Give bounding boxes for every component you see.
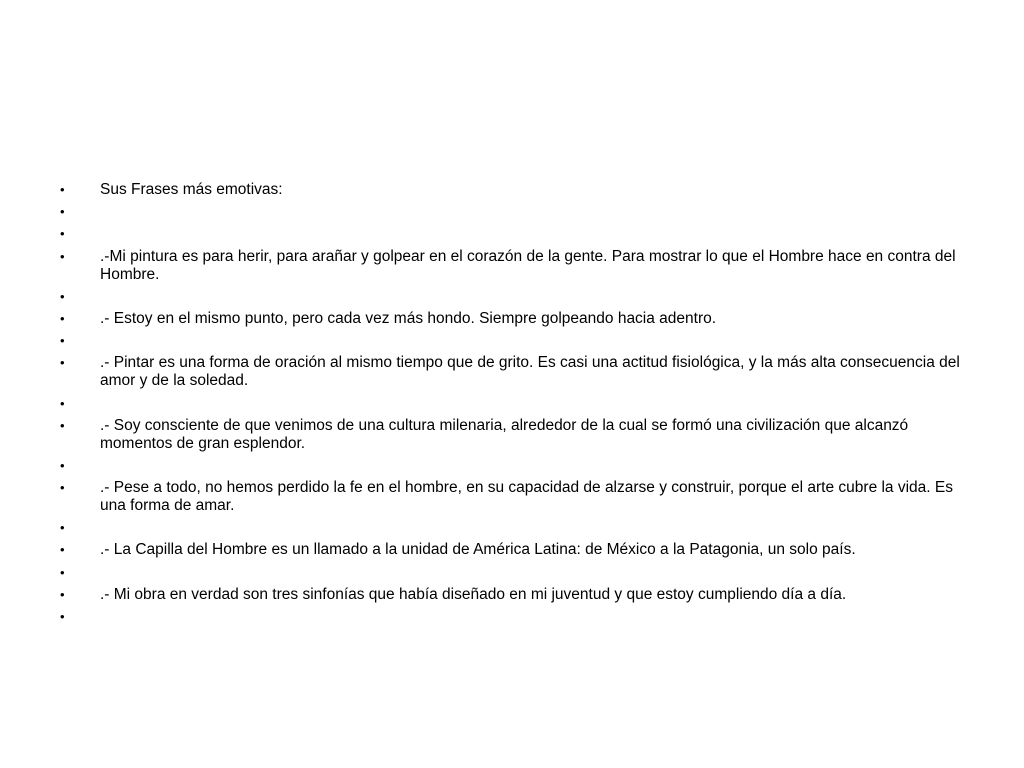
- bullet-item-empty: [60, 395, 965, 413]
- bullet-item-empty: [60, 519, 965, 537]
- bullet-text: .- Pese a todo, no hemos perdido la fe en el hombre, en su capacidad de alzarse y construir, porque el arte cubre la vida. Es una forma de amar.: [100, 479, 953, 515]
- bullet-item-heading: [60, 181, 965, 199]
- bullet-item-quote: [60, 354, 965, 390]
- bullet-icon: •: [60, 355, 65, 371]
- bullet-item-quote: [60, 586, 965, 604]
- bullet-icon: •: [60, 310, 65, 326]
- bullet-text: .- Mi obra en verdad son tres sinfonías que había diseñado en mi juventud y que estoy cumpliendo día a día.: [100, 585, 847, 603]
- bullet-item-empty: [60, 288, 965, 306]
- bullet-icon: •: [60, 542, 65, 558]
- bullet-icon: •: [60, 480, 65, 496]
- bullet-icon: •: [60, 333, 65, 349]
- bullet-item-quote: [60, 248, 965, 284]
- bullet-item-empty: [60, 564, 965, 582]
- bullet-icon: •: [60, 204, 65, 220]
- bullet-text: .- Estoy en el mismo punto, pero cada vez más hondo. Siempre golpeando hacia adentro.: [100, 309, 717, 327]
- bullet-item-empty: [60, 203, 965, 221]
- bullet-text: .- Soy consciente de que venimos de una cultura milenaria, alrededor de la cual se formó una civilización que alcanzó momentos de gran esplendor.: [100, 416, 909, 452]
- bullet-item-empty: [60, 608, 965, 626]
- bullet-icon: •: [60, 520, 65, 536]
- bullet-text: .- La Capilla del Hombre es un llamado a la unidad de América Latina: de México a la Patagonia, un solo país.: [100, 541, 856, 559]
- bullet-item-quote: [60, 479, 965, 515]
- bullet-icon: •: [60, 182, 65, 197]
- bullet-icon: •: [60, 564, 65, 580]
- bullet-item-quote: [60, 310, 965, 328]
- bullet-item-quote: [60, 541, 965, 559]
- bullet-item-empty: [60, 225, 965, 243]
- bullet-icon: •: [60, 609, 65, 624]
- bullet-icon: •: [60, 288, 65, 304]
- bullet-icon: •: [60, 226, 65, 242]
- bullet-item-empty: [60, 457, 965, 475]
- bullet-list: [60, 181, 965, 630]
- bullet-text: .-Mi pintura es para herir, para arañar y golpear en el corazón de la gente. Para mostrar lo que el Hombre hace en contra del Hombre.: [100, 247, 956, 283]
- bullet-item-quote: [60, 417, 965, 453]
- bullet-text: Sus Frases más emotivas:: [100, 181, 283, 198]
- bullet-icon: •: [60, 586, 65, 602]
- bullet-text: .- Pintar es una forma de oración al mismo tiempo que de grito. Es casi una actitud fisiológica, y la más alta consecuencia del amor y de la soledad.: [100, 354, 960, 390]
- bullet-icon: •: [60, 417, 65, 433]
- bullet-icon: •: [60, 457, 65, 473]
- bullet-icon: •: [60, 248, 65, 264]
- bullet-icon: •: [60, 395, 65, 411]
- bullet-item-empty: [60, 332, 965, 350]
